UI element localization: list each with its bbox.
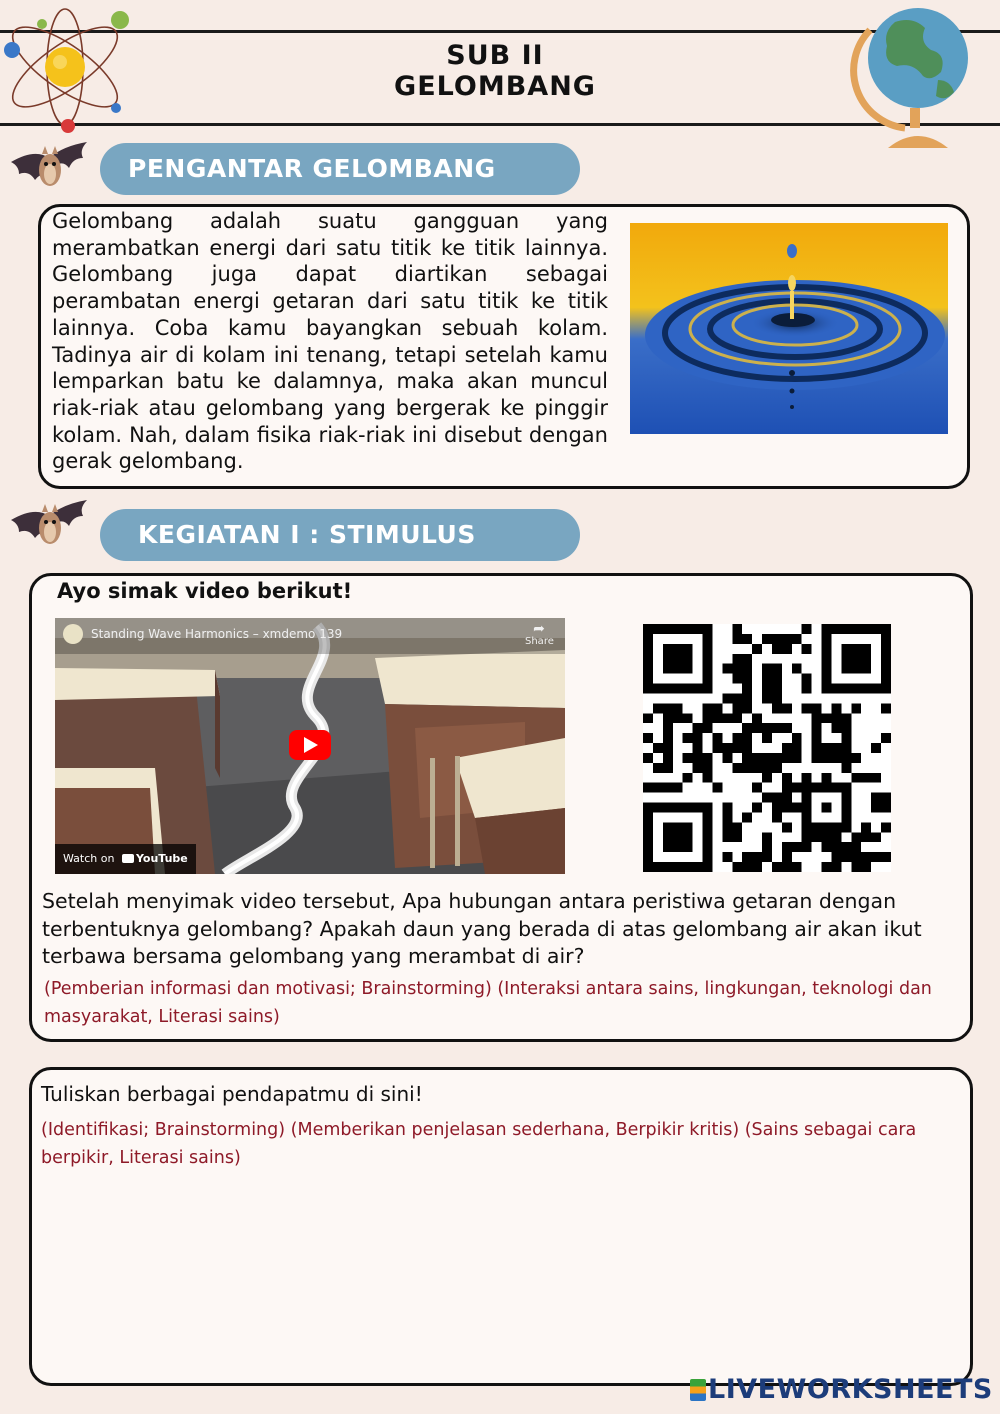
- brand-name: LIVEWORKSHEETS: [708, 1374, 993, 1405]
- share-label: Share: [525, 636, 554, 647]
- water-ripple-image: [630, 223, 948, 434]
- video-player[interactable]: [55, 618, 565, 874]
- watch-on-label: Watch on: [63, 852, 115, 865]
- answer-note: (Identifikasi; Brainstorming) (Memberikan penjelasan sederhana, Berpikir kritis) (Sains sebagai cara berpikir, Literasi sains): [41, 1120, 917, 1168]
- share-icon: ➦: [533, 621, 545, 637]
- video-prompt: Ayo simak video berikut!: [57, 579, 353, 603]
- youtube-label: YouTube: [135, 852, 188, 865]
- youtube-logo-icon: [122, 854, 134, 863]
- stimulus-question: Setelah menyimak video tersebut, Apa hubungan antara peristiwa getaran dengan terbentuknya gelombang? Apakah daun yang berada di atas gelombang air akan ikut terbawa bersama gelombang yang merambat di air?: [42, 889, 922, 968]
- qr-code[interactable]: [643, 624, 891, 872]
- liveworksheets-mark-icon: [690, 1379, 706, 1401]
- title-line-1: SUB II: [446, 40, 544, 71]
- liveworksheets-logo: [690, 1374, 993, 1406]
- bat-icon: [8, 140, 90, 196]
- video-thumbnail: [55, 618, 565, 874]
- channel-avatar[interactable]: [63, 624, 83, 644]
- answer-box[interactable]: [29, 1067, 973, 1386]
- watch-on-youtube[interactable]: [55, 844, 196, 874]
- answer-label: Tuliskan berbagai pendapatmu di sini!: [41, 1082, 423, 1106]
- title-line-2: GELOMBANG: [394, 71, 596, 102]
- section-banner-stimulus: KEGIATAN I : STIMULUS: [100, 509, 580, 561]
- stimulus-note: (Pemberian informasi dan motivasi; Brainstorming) (Interaksi antara sains, lingkungan, teknologi dan masyarakat, Literasi sains): [44, 979, 932, 1027]
- share-button[interactable]: [525, 622, 553, 647]
- page-title: [0, 40, 990, 102]
- intro-paragraph: Gelombang adalah suatu gangguan yang merambatkan energi dari satu titik ke titik lainnya. Gelombang juga dapat diartikan sebagai perambatan energi getaran dari satu titik ke titik lainnya. Coba kamu bayangkan sebuah kolam. Tadinya air di kolam ini tenang, tetapi setelah kamu lemparkan batu ke dalamnya, maka akan muncul riak-riak atau gelombang yang bergerak ke pinggir kolam. Nah, dalam fisika riak-riak ini disebut dengan gerak gelombang.: [52, 209, 608, 474]
- section-banner-intro: PENGANTAR GELOMBANG: [100, 143, 580, 195]
- bat-icon: [8, 498, 90, 554]
- video-title[interactable]: Standing Wave Harmonics – xmdemo 139: [91, 627, 343, 641]
